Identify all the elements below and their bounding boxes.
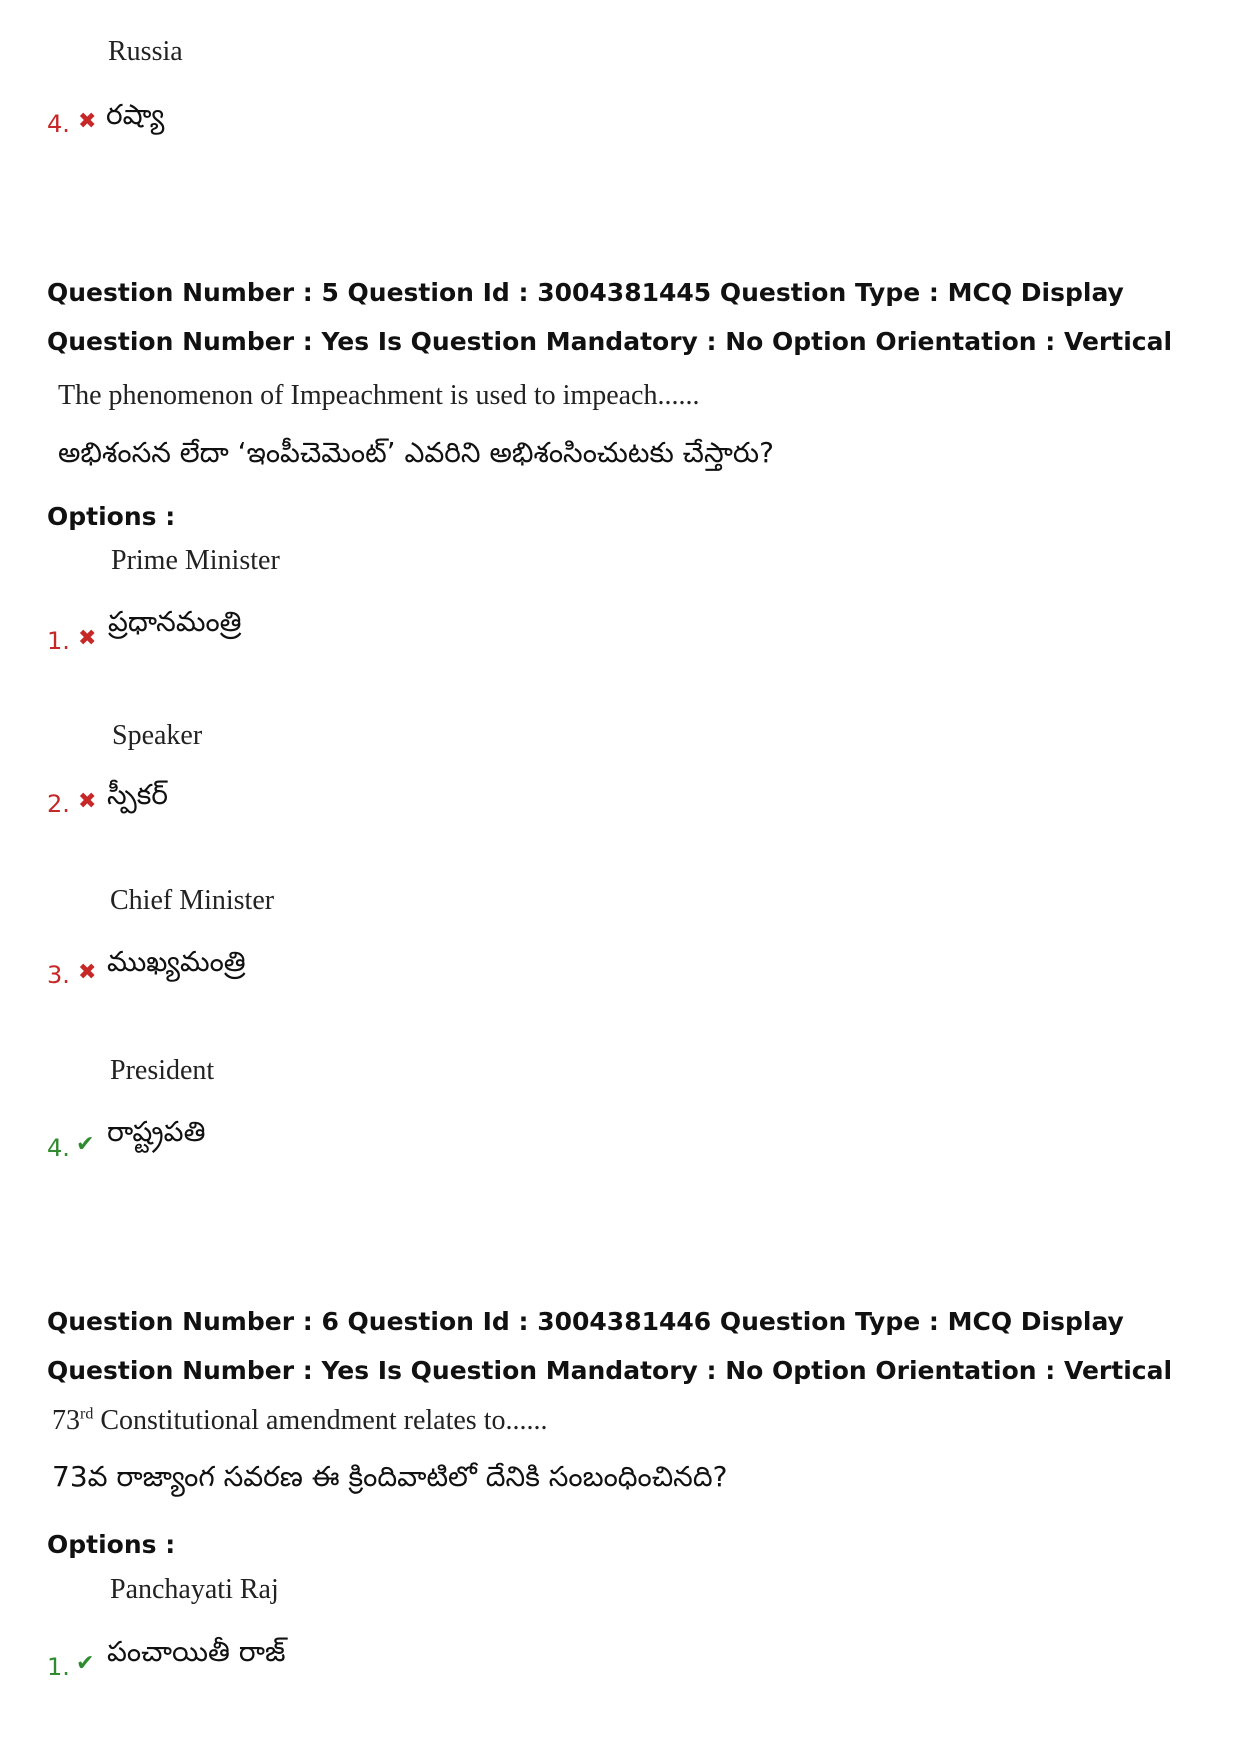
wrong-mark-icon: ✖	[78, 626, 97, 651]
wrong-mark-icon: ✖	[78, 960, 97, 985]
option-telugu: ముఖ్యమంత్రి	[107, 945, 246, 978]
question-text-rest: Constitutional amendment relates to......	[93, 1405, 548, 1436]
option-english: Russia	[108, 36, 183, 67]
option-telugu: రాష్ట్రపతి	[107, 1115, 206, 1148]
option-english: Prime Minister	[111, 545, 280, 576]
options-label: Options :	[47, 502, 176, 531]
ordinal-number: 73	[52, 1405, 80, 1436]
option-english: President	[110, 1055, 215, 1086]
option-english: Chief Minister	[110, 885, 275, 916]
option-telugu: స్పీకర్	[107, 778, 169, 811]
question-text-telugu: 73వ రాజ్యాంగ సవరణ ఈ క్రిందివాటిలో దేనికి సంబంధించినది?	[52, 1460, 728, 1493]
option-number: 4.	[47, 1134, 70, 1162]
option-number: 1.	[47, 1653, 70, 1681]
option-english: Panchayati Raj	[110, 1574, 279, 1605]
option-number: 1.	[47, 627, 70, 655]
wrong-mark-icon: ✖	[78, 789, 97, 814]
question-header: Question Number : 5 Question Id : 3004381445 Question Type : MCQ Display Question Number : Yes Is Question Mandatory : No Option Orientation : Vertical	[47, 278, 1173, 356]
wrong-mark-icon: ✖	[78, 109, 97, 134]
question-text-english: The phenomenon of Impeachment is used to impeach......	[58, 380, 700, 411]
question-header: Question Number : 6 Question Id : 3004381446 Question Type : MCQ Display Question Number : Yes Is Question Mandatory : No Option Orientation : Vertical	[47, 1307, 1173, 1385]
option-telugu: రష్యా	[106, 98, 165, 131]
option-number: 3.	[47, 961, 70, 989]
options-label: Options :	[47, 1530, 176, 1559]
option-telugu: పంచాయితీ రాజ్	[107, 1635, 286, 1668]
option-number: 4.	[47, 110, 70, 138]
ordinal-suffix: rd	[80, 1405, 94, 1423]
correct-check-icon: ✔	[76, 1132, 95, 1157]
option-number: 2.	[47, 790, 70, 818]
option-telugu: ప్రధానమంత్రి	[108, 605, 242, 638]
option-english: Speaker	[112, 720, 203, 751]
correct-check-icon: ✔	[76, 1651, 95, 1676]
question-text-telugu: అభిశంసన లేదా ‘ఇంపీచెమెంట్’ ఎవరిని అభిశంసించుటకు చేస్తారు?	[58, 436, 774, 469]
question-text-english	[52, 1405, 547, 1437]
